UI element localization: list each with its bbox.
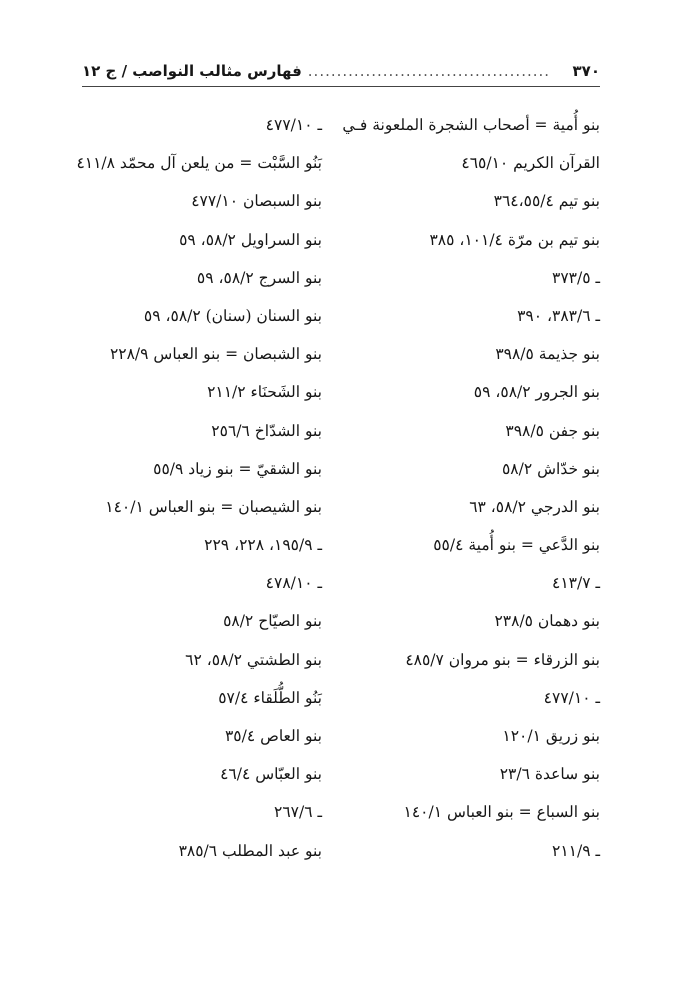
index-entry: ـ ٤٧٧/١٠ xyxy=(543,688,600,707)
index-entry: بنو دهمان ٢٣٨/٥ xyxy=(494,612,600,631)
index-entry: بنو جفن ٣٩٨/٥ xyxy=(505,421,600,440)
index-entry: بنو العاص ٣٥/٤ xyxy=(224,727,322,745)
index-entry: بنو أُمية = أصحاب الشجرة الملعونة فـي xyxy=(342,116,600,134)
index-entry: بنو الدرجي ٥٨/٢، ٦٣ xyxy=(469,497,600,516)
page-number: ٣٧٠ xyxy=(572,62,600,80)
index-entry: ـ ٤٧٧/١٠ xyxy=(265,116,322,134)
index-entry: بنو السرج ٥٨/٢، ٥٩ xyxy=(196,268,322,287)
index-entry: بَنُو الطُّلَقاء ٥٧/٤ xyxy=(218,688,322,707)
index-column-left xyxy=(52,106,322,870)
index-entry: بنو تيم ٣٦٤،٥٥/٤ xyxy=(493,192,600,211)
index-entry: بنو الشدّاخ ٢٥٦/٦ xyxy=(211,421,322,440)
index-entry: بنو زريق ١٢٠/١ xyxy=(502,727,600,745)
index-entry: بنو الصيّاح ٥٨/٢ xyxy=(223,612,322,631)
index-entry: بنو السنان (سنان) ٥٨/٢، ٥٩ xyxy=(143,306,322,325)
index-entry: ـ ٣٧٣/٥ xyxy=(552,268,600,287)
index-entry: بنو عبد المطلب ٣٨٥/٦ xyxy=(178,841,322,860)
index-entry: بنو الدَّعي = بنو أُمية ٥٥/٤ xyxy=(433,536,600,555)
index-entry: بنو السبصان ٤٧٧/١٠ xyxy=(191,192,322,211)
index-entry: بنو الشَحنَاء ٢١١/٢ xyxy=(207,383,322,402)
index-entry: القرآن الكريم ٤٦٥/١٠ xyxy=(461,154,600,173)
index-entry: بنو العبّاس ٤٦/٤ xyxy=(220,765,322,784)
index-column-right xyxy=(342,106,600,870)
index-entry: بنو خدّاش ٥٨/٢ xyxy=(501,459,600,478)
index-entry: بنو الجرور ٥٨/٢، ٥٩ xyxy=(473,383,600,402)
index-entry: ـ ٤١٣/٧ xyxy=(552,574,600,593)
index-entry: بنو جذيمة ٣٩٨/٥ xyxy=(495,345,600,364)
index-entry: بنو ساعدة ٢٣/٦ xyxy=(499,765,600,784)
index-entry: ـ ٢١١/٩ xyxy=(552,841,600,860)
index-entry: بنو تيم بن مرّة ١٠١/٤، ٣٨٥ xyxy=(429,230,600,249)
index-entry: ـ ٢٦٧/٦ xyxy=(274,803,322,822)
index-entry: بَنُو السَّبْت = من يلعن آل محمّد ٤١١/٨ xyxy=(76,154,322,173)
index-entry: ـ ٤٧٨/١٠ xyxy=(265,574,322,593)
index-entry: بنو الشيصبان = بنو العباس ١٤٠/١ xyxy=(105,497,322,516)
index-entry: بنو الشقيّ = بنو زياد ٥٥/٩ xyxy=(153,459,322,478)
dot-leader: .......................................... xyxy=(307,62,551,80)
index-entry: بنو الطشتي ٥٨/٢، ٦٢ xyxy=(185,650,322,669)
running-header xyxy=(82,56,600,87)
index-entry: بنو الزرقاء = بنو مروان ٤٨٥/٧ xyxy=(405,650,600,669)
index-entry: بنو السباع = بنو العباس ١٤٠/١ xyxy=(403,803,600,822)
index-entry: ـ ١٩٥/٩، ٢٢٨، ٢٢٩ xyxy=(204,536,322,555)
running-title: فهارس مثالب النواصب / ج ١٢ xyxy=(82,62,302,80)
index-entry: بنو السراويل ٥٨/٢، ٥٩ xyxy=(179,230,322,249)
index-entry: بنو الشبصان = بنو العباس ٢٢٨/٩ xyxy=(109,345,322,364)
index-entry: ـ ٣٨٣/٦، ٣٩٠ xyxy=(517,306,600,325)
